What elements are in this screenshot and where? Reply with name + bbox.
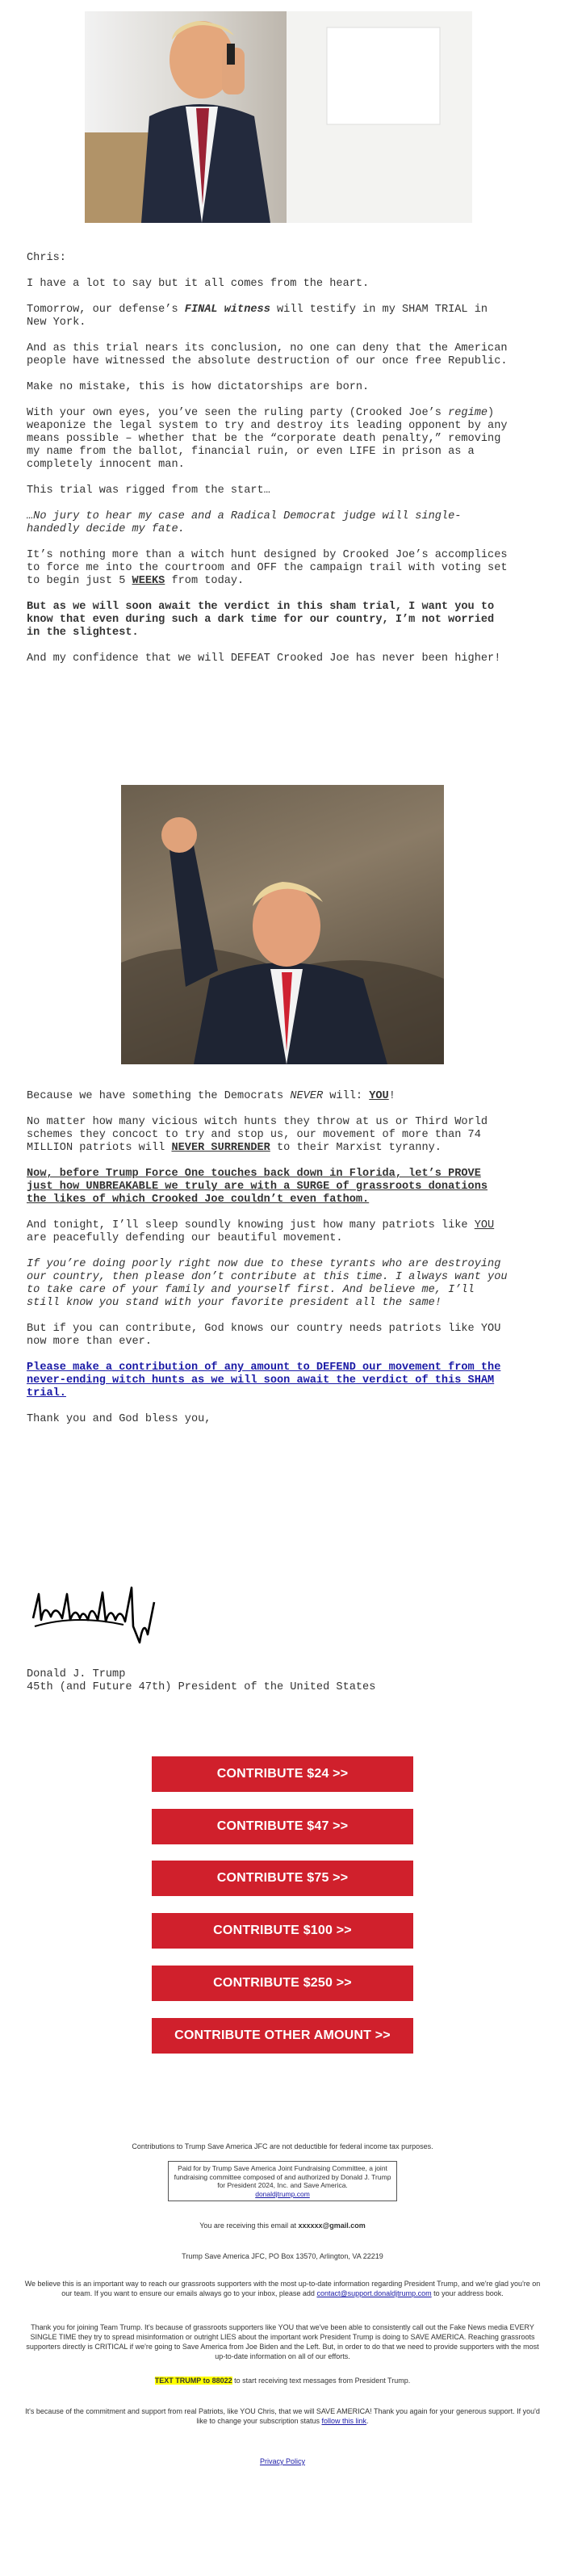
paragraph: This trial was rigged from the start… bbox=[27, 485, 270, 497]
letter-part-2 bbox=[27, 1090, 511, 1426]
signature-title: 45th (and Future 47th) President of the United States bbox=[27, 1681, 376, 1693]
paragraph: But if you can contribute, God knows our country needs patriots like YOU now more than ever. bbox=[27, 1323, 501, 1348]
paragraph: And as this trial nears its conclusion, no one can deny that the American people have witnessed the absolute destruction of our once free Republic. bbox=[27, 342, 508, 367]
subscription-link[interactable]: follow this link bbox=[321, 2417, 367, 2425]
paragraph: Make no mistake, this is how dictatorships are born. bbox=[27, 381, 370, 393]
paragraph: With your own eyes, you’ve seen the ruling party (Crooked Joe’s regime) weaponize the legal system to try and destroy its leading opponent by any means possible – whether that be the “corporate death penalty,” removing my name from the ballot, financial ruin, or even LIFE in prison as a completely innocent man. bbox=[27, 407, 508, 471]
paragraph: …No jury to hear my case and a Radical Democrat judge will single-handedly decide my fate. bbox=[27, 510, 462, 535]
paragraph: Now, before Trump Force One touches back down in Florida, let’s PROVE just how UNBREAKABLE we truly are with a SURGE of grassroots donations the likes of which Crooked Joe couldn’t even fathom. bbox=[27, 1168, 488, 1206]
contribute-100-button[interactable]: CONTRIBUTE $100 >> bbox=[152, 1913, 413, 1949]
contribute-47-button[interactable]: CONTRIBUTE $47 >> bbox=[152, 1809, 413, 1844]
paragraph: I have a lot to say but it all comes from the heart. bbox=[27, 278, 370, 290]
signoff bbox=[27, 1668, 511, 1694]
paragraph: If you’re doing poorly right now due to these tyrants who are destroying our country, then please don’t contribute at this time. I always want you to take care of your family and yourself first. And believe me, I’ll still know you stand with your favorite president all the same! bbox=[27, 1258, 508, 1309]
paragraph: No matter how many vicious witch hunts they throw at us or Third World schemes they concoct to try and stop us, our movement of more than 74 MILLION patriots will NEVER SURRENDER to their Marxist tyranny. bbox=[27, 1116, 488, 1154]
signature bbox=[27, 1570, 164, 1651]
letter-part-1 bbox=[27, 252, 511, 665]
tax-disclaimer: Contributions to Trump Save America JFC are not deductible for federal income tax purposes. bbox=[132, 2142, 433, 2150]
receiving-email: You are receiving this email at xxxxxx@gmail.com bbox=[199, 2221, 366, 2230]
privacy-policy-link[interactable]: Privacy Policy bbox=[259, 2457, 305, 2465]
contribute-other-button[interactable]: CONTRIBUTE OTHER AMOUNT >> bbox=[152, 2018, 413, 2054]
paragraph: Because we have something the Democrats NEVER will: YOU! bbox=[27, 1090, 396, 1102]
signature-name: Donald J. Trump bbox=[27, 1668, 126, 1680]
contribute-250-button[interactable]: CONTRIBUTE $250 >> bbox=[152, 1966, 413, 2001]
paragraph: Thank you and God bless you, bbox=[27, 1413, 211, 1425]
subscription-note: It's because of the commitment and support from real Patriots, like YOU Chris, that we will SAVE AMERICA! Thank you again for your generous support. If you'd like to change your subscription status follow this link. bbox=[25, 2407, 540, 2425]
address-book-note: We believe this is an important way to reach our grassroots supporters with the most up-to-date information regarding President Trump, and we're glad you're on our team. If you want to ensure our emails always go to your inbox, please add contact@support.donaldjtrump.com to your address book. bbox=[24, 2280, 541, 2297]
paid-for-text: Paid for by Trump Save America Joint Fundraising Committee, a joint fundraising committee composed of and authorized by Donald J. Trump for President 2024, Inc. and Save America. bbox=[174, 2164, 391, 2189]
paragraph: Tomorrow, our defense’s FINAL witness will testify in my SHAM TRIAL in New York. bbox=[27, 304, 488, 329]
contribute-24-button[interactable]: CONTRIBUTE $24 >> bbox=[152, 1756, 413, 1792]
rally-photo bbox=[121, 785, 444, 1064]
phone-call-illustration bbox=[85, 11, 472, 223]
paragraph: And my confidence that we will DEFEAT Crooked Joe has never been higher! bbox=[27, 652, 501, 665]
paid-for-link[interactable]: donaldjtrump.com bbox=[255, 2189, 310, 2198]
contact-email-link[interactable]: contact@support.donaldjtrump.com bbox=[316, 2289, 432, 2297]
privacy-policy-row bbox=[23, 2456, 542, 2466]
header-photo bbox=[85, 11, 472, 223]
greeting: Chris: bbox=[27, 252, 66, 264]
mailing-address: Trump Save America JFC, PO Box 13570, Arlington, VA 22219 bbox=[182, 2252, 383, 2260]
paid-for-box bbox=[168, 2161, 397, 2201]
contribute-75-button[interactable]: CONTRIBUTE $75 >> bbox=[152, 1861, 413, 1896]
team-trump-note: Thank you for joining Team Trump. It's because of grassroots supporters like YOU that we've been able to consistently call out the Fake News media EVERY SINGLE TIME they try to spread misinformation or outright LIES about the important work President Trump is doing to SAVE AMERICA. Reaching grassroots supporters directly is CRITICAL if we're going to Save America from Joe Biden and the Left. But, in order to do that we need to provide supporters with the most up-to-date information on all of our efforts. bbox=[26, 2323, 539, 2360]
paragraph: But as we will soon await the verdict in this sham trial, I want you to know that even during such a dark time for our country, I’m not worried in the slightest. bbox=[27, 601, 495, 639]
signature-image bbox=[27, 1570, 164, 1651]
fist-raised-illustration bbox=[121, 785, 444, 1064]
text-optin: TEXT TRUMP to 88022 to start receiving text messages from President Trump. bbox=[154, 2377, 411, 2385]
paragraph: And tonight, I’ll sleep soundly knowing just how many patriots like YOU are peacefully defending our beautiful movement. bbox=[27, 1219, 495, 1244]
paragraph: It’s nothing more than a witch hunt designed by Crooked Joe’s accomplices to force me into the courtroom and OFF the campaign trail with voting set to begin just 5 WEEKS from today. bbox=[27, 549, 508, 587]
donate-link[interactable]: Please make a contribution of any amount to DEFEND our movement from the never-ending witch hunts as we will soon await the verdict of this SHAM trial. bbox=[27, 1361, 501, 1399]
